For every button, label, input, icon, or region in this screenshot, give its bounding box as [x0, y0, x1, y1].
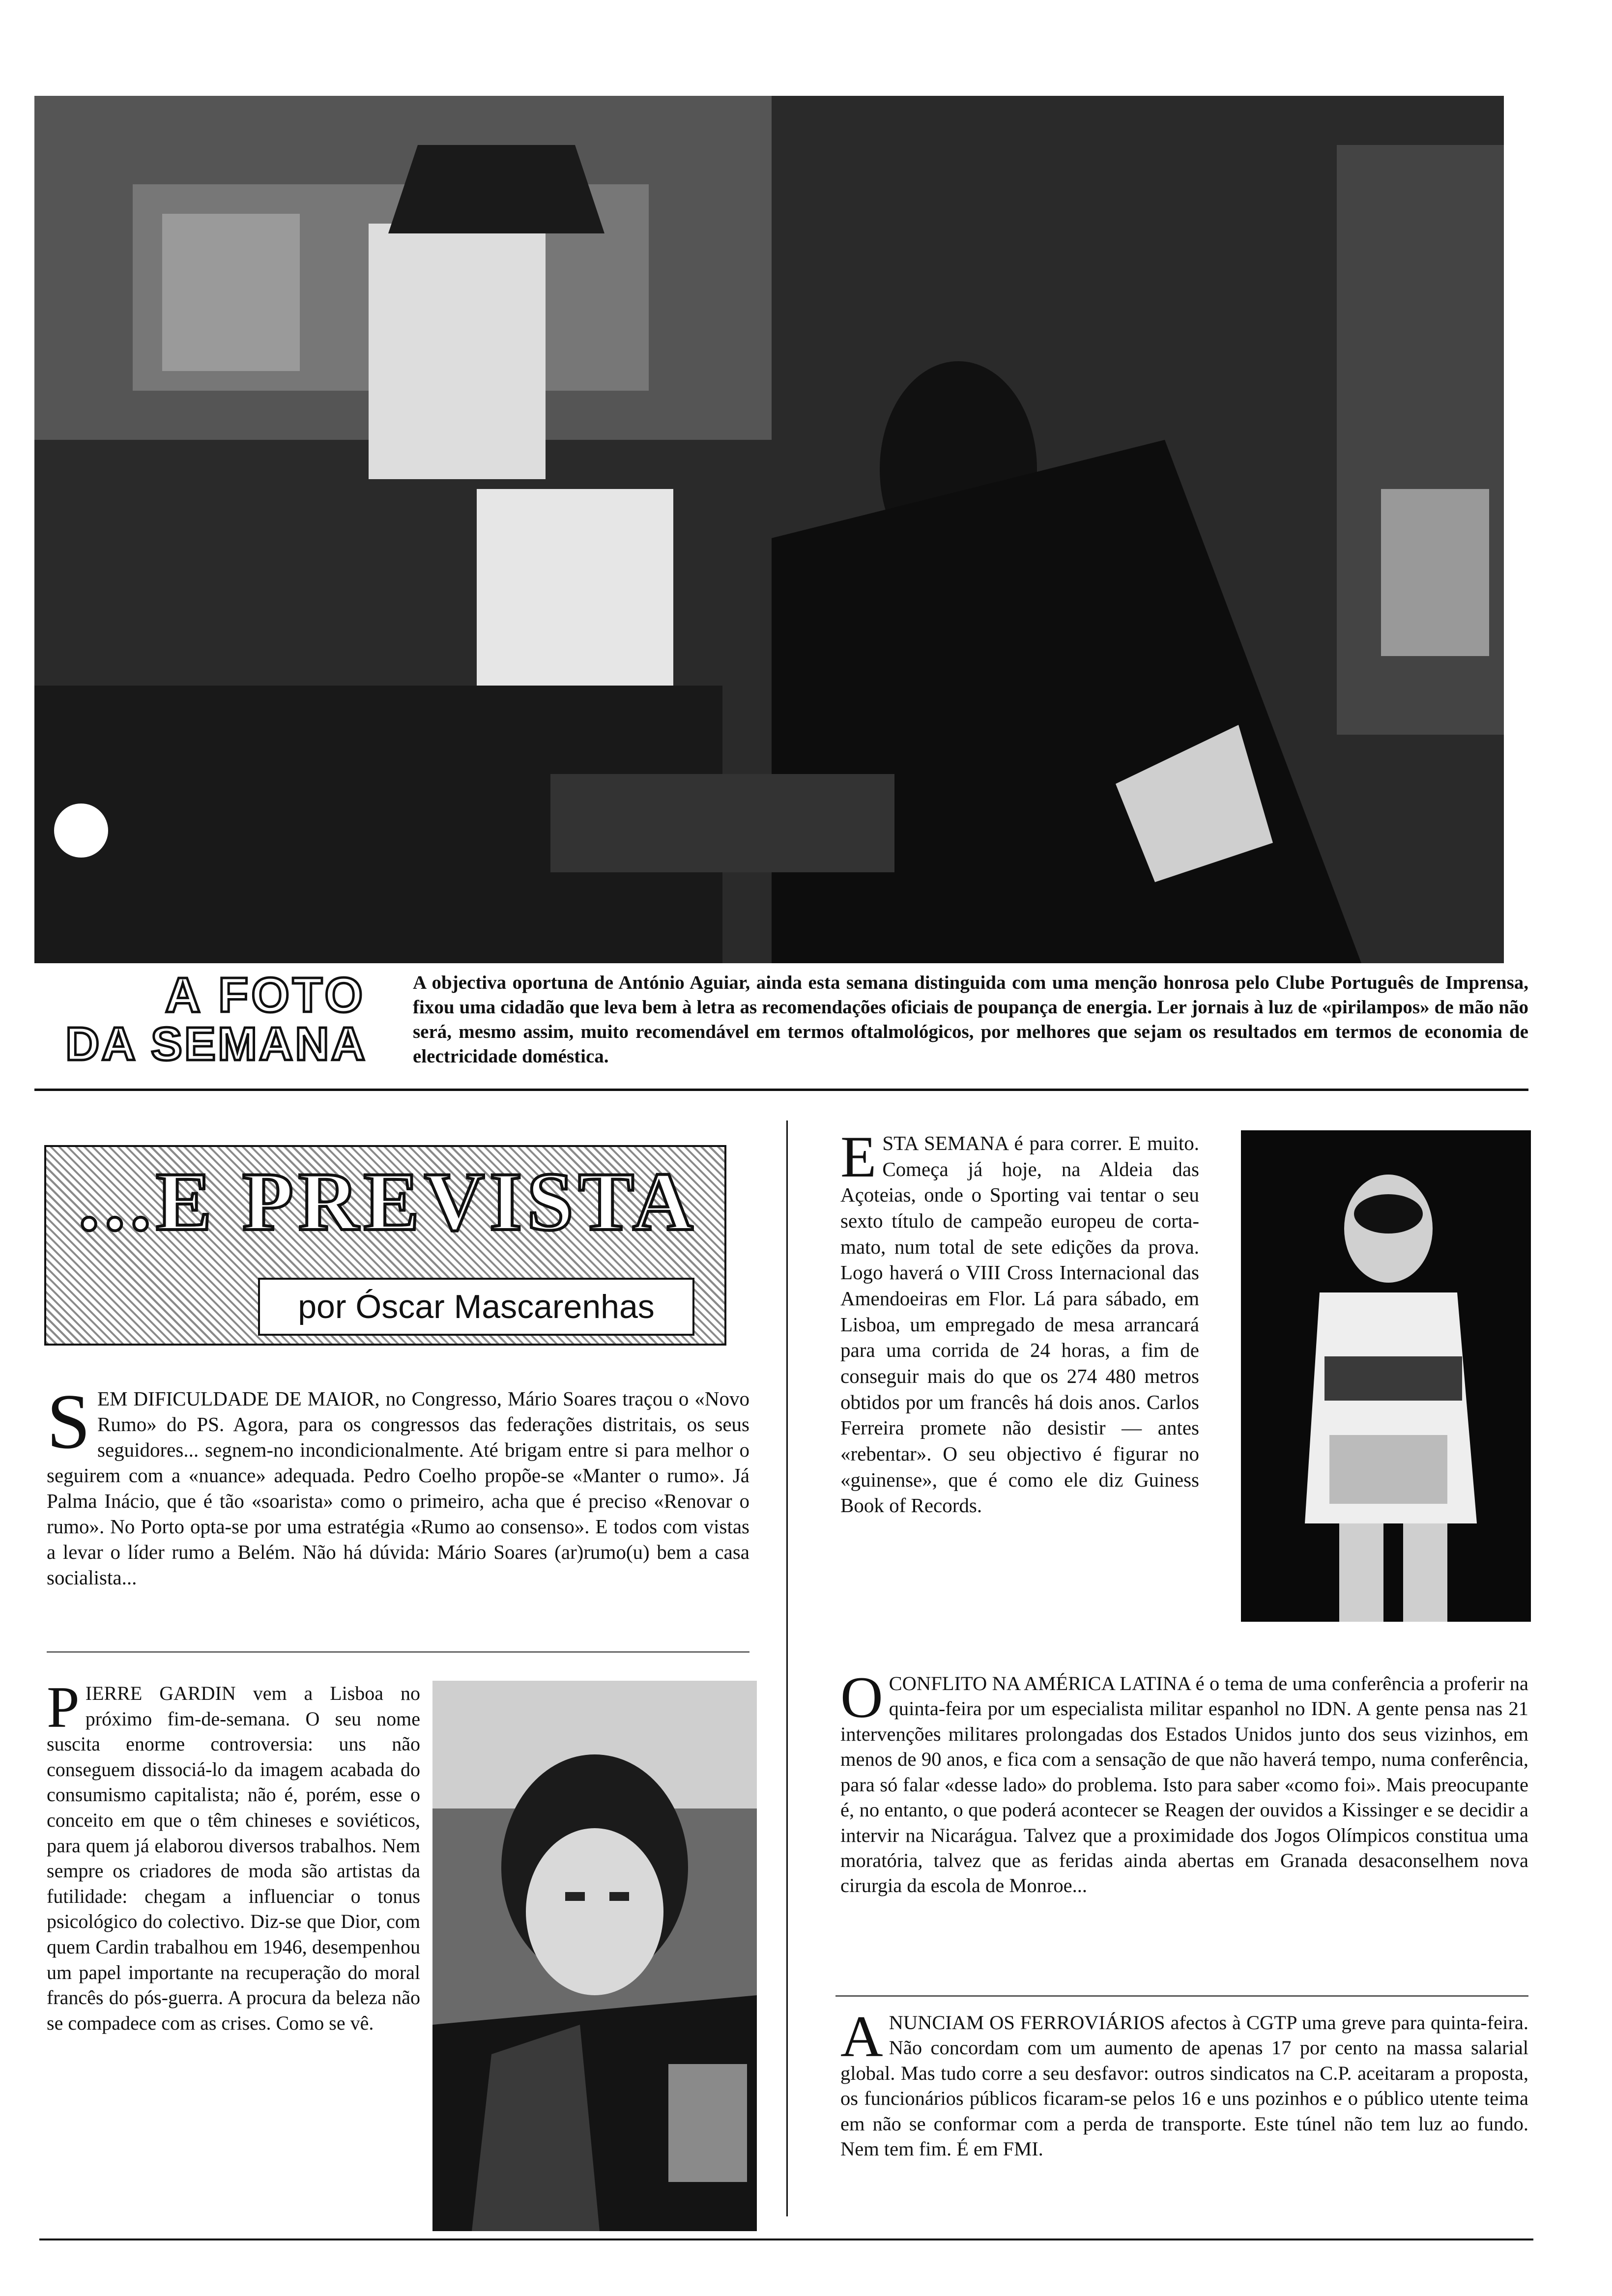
article-cross	[840, 1124, 1199, 1661]
article-cardin	[47, 1674, 420, 2241]
dropcap-cardin: P	[47, 1674, 80, 1740]
foto-da-semana-photo	[34, 96, 1504, 963]
conflito-bottom-rule	[835, 1995, 1528, 1997]
column-divider	[786, 1120, 788, 2216]
foto-caption: A objectiva oportuna de António Aguiar, ainda esta semana distinguida com uma menção honrosa pelo Clube Português de Imprensa, fixou uma cidadão que leva bem à letra as recomendações oficiais de poupança de energia. Ler jornais à luz de «pirilampos» de mão não será, mesmo assim, muito recomendável em termos oftalmológicos, por melhores que sejam os resultados em termos de economia de electricidade doméstica.	[413, 972, 1528, 1067]
article-congresso	[47, 1378, 749, 1632]
dropcap-cross: E	[840, 1124, 877, 1189]
dropcap-ferroviarios: A	[840, 2004, 883, 2069]
article-cardin-text: IERRE GARDIN vem a Lisboa no próximo fim-de-semana. O seu nome suscita enorme controversia: uns não conseguem dissociá-lo da imagem acabada do consumismo capitalista; não é, porém, esse o conceito em que o têm chineses e soviéticos, para quem já elaborou diversos trabalhos. Nem sempre os criadores de moda são artistas da futilidade: chegam a influenciar o tonus psicológico do colectivo. Diz-se que Dior, com quem Cardin trabalhou em 1946, desempenhou um papel importante na recuperação do moral francês do pós-guerra. A procura da beleza não se compadece com as crises. Como se vê.	[47, 1682, 420, 2034]
article-conflito	[840, 1665, 1528, 1990]
article-congresso-text: EM DIFICULDADE DE MAIOR, no Congresso, Mário Soares traçou o «Novo Rumo» do PS. Agora, para os congressos das federações distritais, os seus seguidores... segnem-no incondicionalmente. Até brigam entre si para melhor o seguirem com a «nuance» adequada. Pedro Coelho propõe-se «Manter o rumo». Já Palma Inácio, que é tão «soarista» como o primeiro, acha que é preciso «Renovar o rumo». No Porto opta-se por uma estratégia «Rumo ao consenso». E todos com vistas a levar o líder rumo a Belém. Não há dúvida: Mário Soares (ar)rumo(u) bem a casa socialista...	[47, 1387, 749, 1589]
foto-label-line2: DA SEMANA	[65, 1018, 367, 1070]
column-byline: por Óscar Mascarenhas	[258, 1278, 694, 1336]
foto-da-semana-label	[39, 968, 393, 1074]
cardin-photo	[432, 1681, 757, 2231]
article-ferroviarios	[840, 2004, 1528, 2231]
foto-label-line1: A FOTO	[165, 968, 366, 1023]
article-ferroviarios-text: NUNCIAM OS FERROVIÁRIOS afectos à CGTP uma greve para quinta-feira. Não concordam com um aumento de apenas 17 por cento na massa salarial global. Mas tudo corre a seu desfavor: outros sindicatos na C.P. aceitaram a proposta, os funcionários públicos ficaram-se pelos 16 e uns pozinhos e o público utente teima em não se conformar com a perda de transporte. Este túnel não tem luz ao fundo. Nem tem fim. É em FMI.	[840, 2011, 1528, 2160]
column-title: ...E PREVISTA	[78, 1155, 698, 1248]
article-cross-text: STA SEMANA é para correr. E muito. Começa já hoje, na Aldeia das Açoteias, onde o Sporting vai tentar o seu sexto título de campeão europeu de corta-mato, num total de sete edições da prova. Logo haverá o VIII Cross Internacional das Amendoeiras em Flor. Lá para sábado, em Lisboa, um empregado de mesa arrancará para uma corrida de 24 horas, a fim de conseguir mais do que os 274 480 metros obtidos por um francês há dois anos. Carlos Ferreira promete não desistir — antes «rebentar». O seu objectivo é figurar no «guinense», que é como ele diz Guiness Book of Records.	[840, 1132, 1199, 1517]
article-conflito-text: CONFLITO NA AMÉRICA LATINA é o tema de uma conferência a proferir na quinta-feira por um especialista militar espanhol no IDN. A gente pensa nas 21 intervenções militares prolongadas dos Estados Unidos junto dos seus vizinhos, em menos de 90 anos, e fica com a sensação de que não haverá tempo, numa conferência, para só falar «desse lado» do problema. Isto para saber «como foi». Mais preocupante é, no entanto, o que poderá acontecer se Reagen der ouvidos a Kissinger e se decidir a intervir na Nicarágua. Talvez que a proximidade dos Jogos Olímpicos constitua uma moratória, talvez que as feridas ainda abertas em Granada desaconselhem nova cirurgia da escola de Monroe...	[840, 1672, 1528, 1897]
congresso-bottom-rule	[47, 1651, 749, 1653]
dropcap-conflito: O	[840, 1665, 883, 1730]
caption-bottom-rule	[34, 1089, 1528, 1091]
dropcap-congresso: S	[47, 1378, 90, 1465]
page-bottom-rule	[39, 2239, 1533, 2240]
runner-photo	[1241, 1130, 1531, 1622]
